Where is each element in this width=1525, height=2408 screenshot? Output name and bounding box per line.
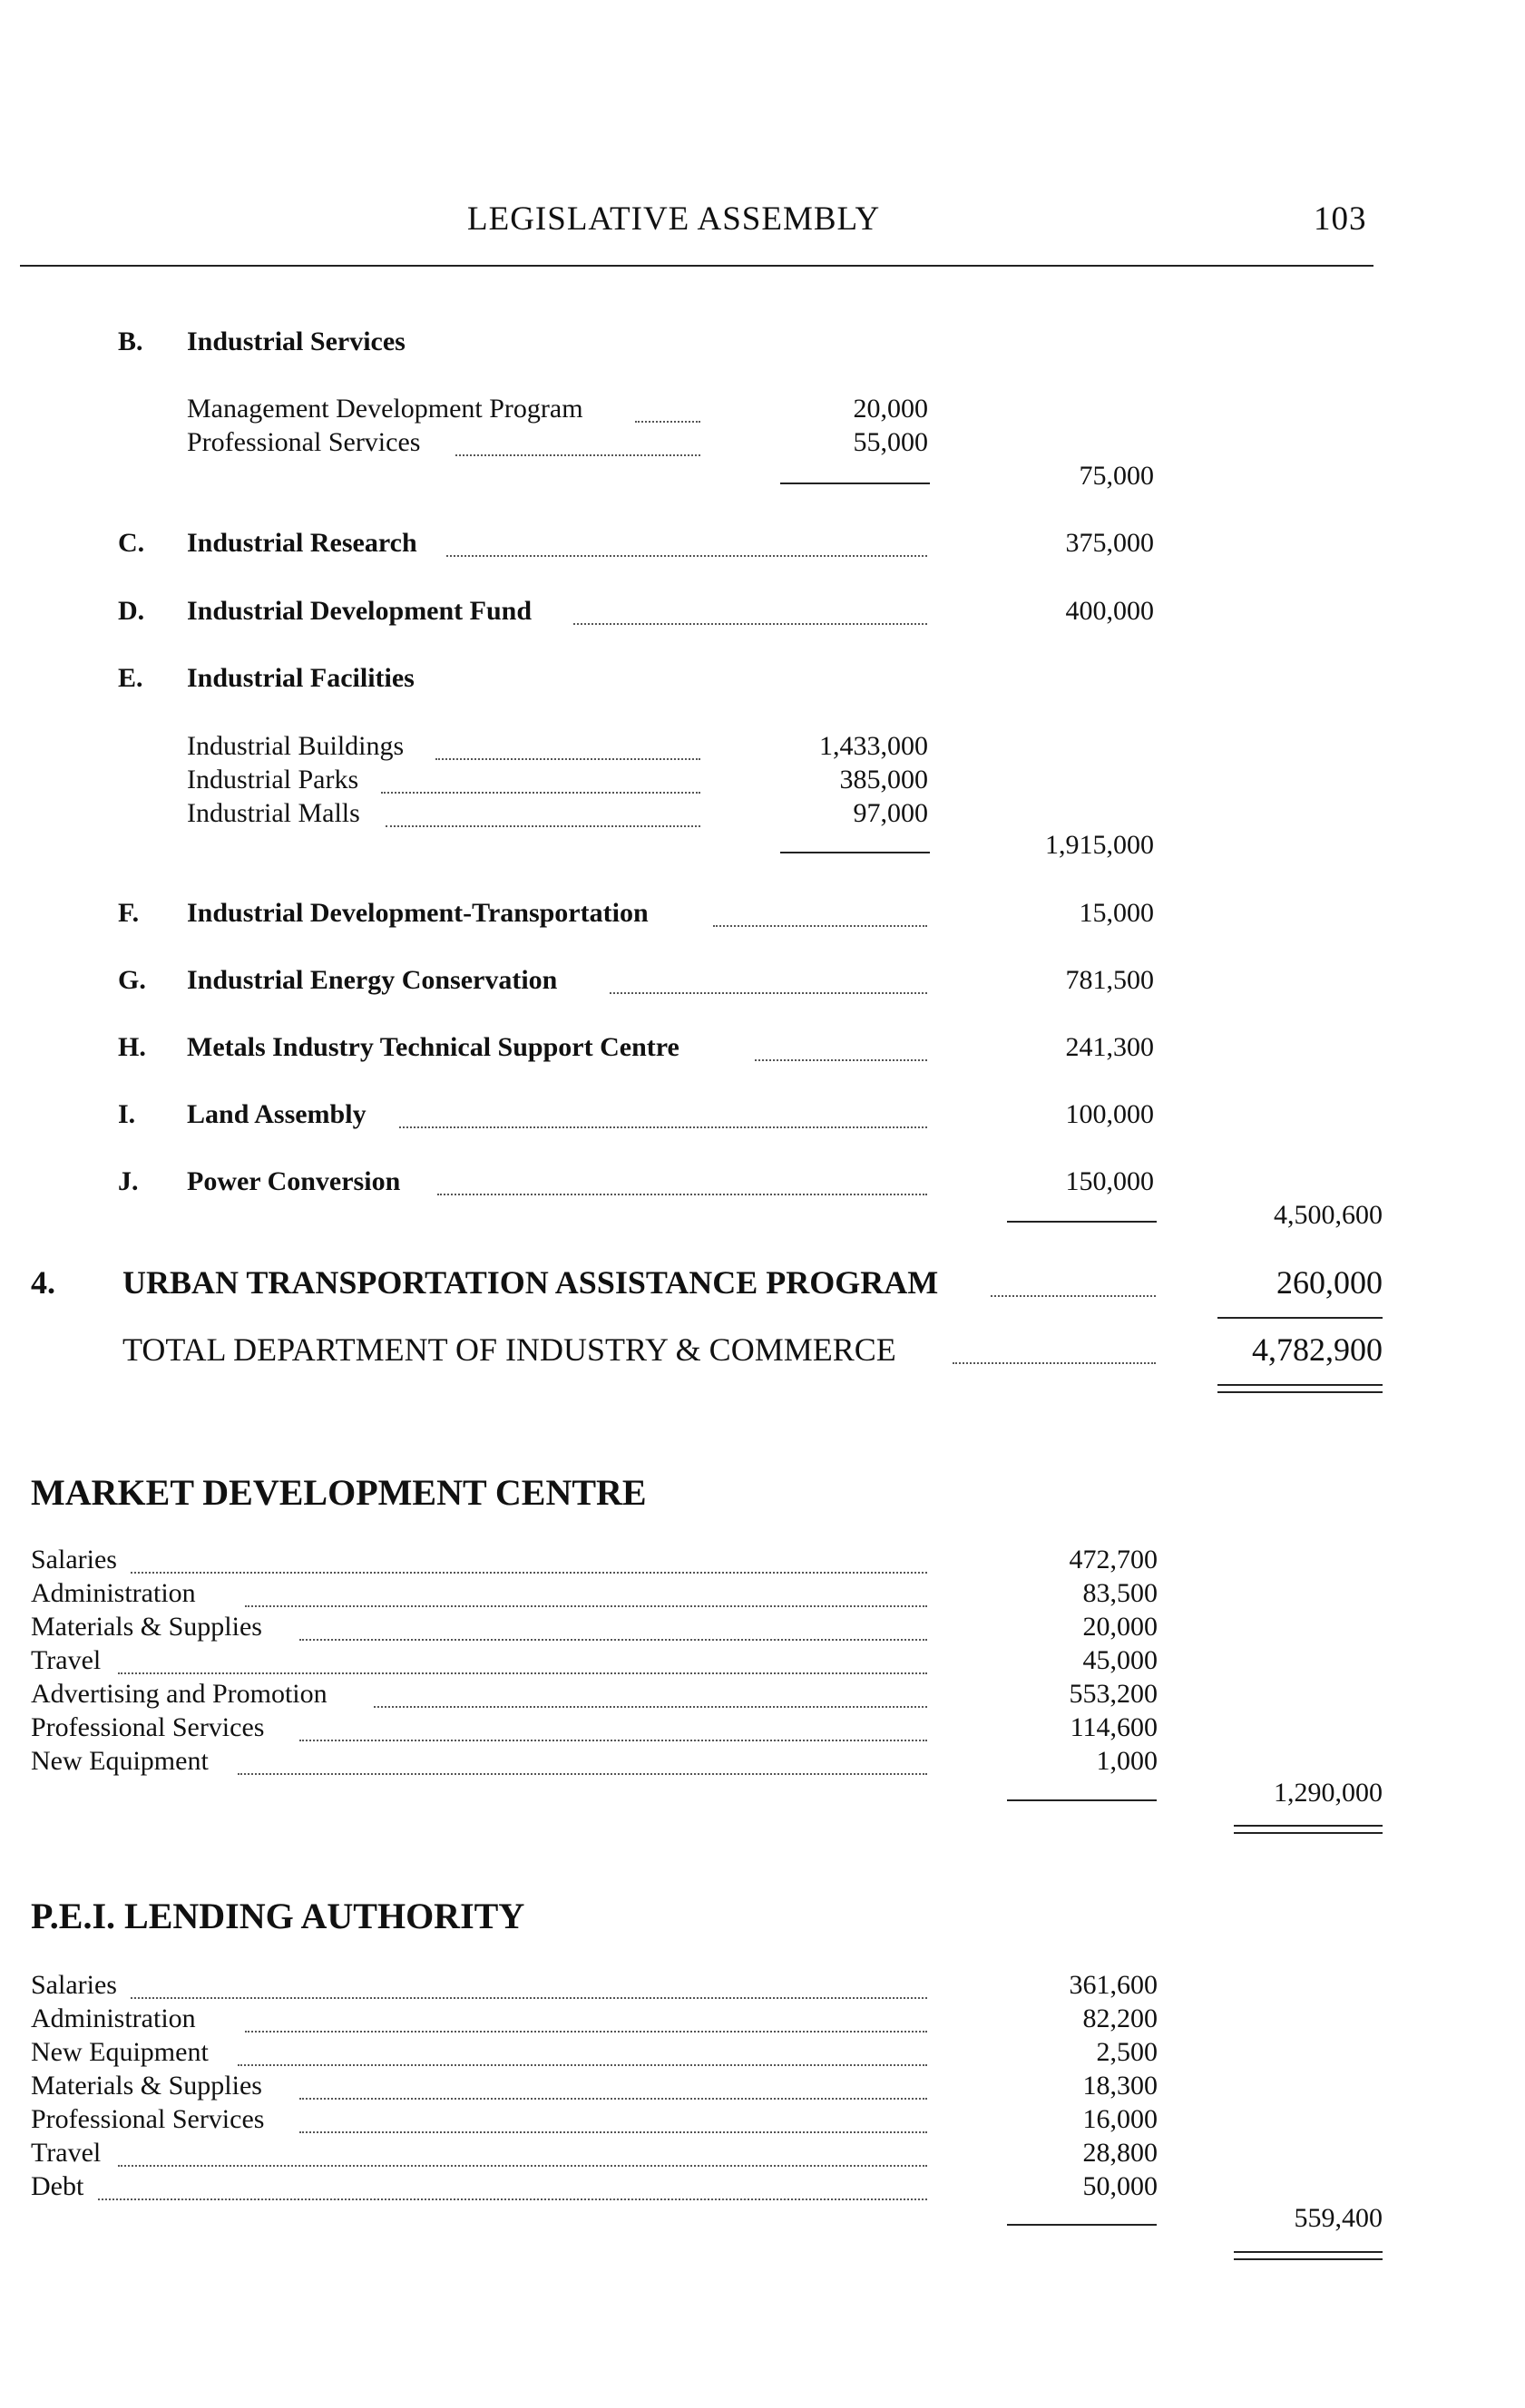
- subtotal-rule: [1217, 1317, 1383, 1319]
- dot-leader: [437, 1194, 927, 1195]
- urban-program-title: URBAN TRANSPORTATION ASSISTANCE PROGRAM: [122, 1264, 939, 1301]
- dot-leader: [435, 758, 700, 760]
- dot-leader: [573, 623, 927, 625]
- subtotal-rule: [780, 852, 930, 853]
- dot-leader: [381, 792, 700, 794]
- market-heading: MARKET DEVELOPMENT CENTRE: [31, 1472, 647, 1513]
- line-item-label: Advertising and Promotion: [31, 1679, 327, 1709]
- dot-leader: [399, 1126, 927, 1128]
- section-i-title: Land Assembly: [187, 1099, 367, 1129]
- line-item-amount: 28,800: [1082, 2138, 1158, 2168]
- line-item-label: Industrial Parks: [187, 765, 359, 795]
- line-item-label: Administration: [31, 2003, 196, 2033]
- line-item-amount: 97,000: [853, 798, 928, 828]
- dot-leader: [131, 1997, 927, 1999]
- section-j-title: Power Conversion: [187, 1166, 401, 1196]
- section-e-subtotal: 1,915,000: [1045, 830, 1154, 860]
- section-g-amount: 781,500: [1065, 965, 1154, 995]
- section-i-amount: 100,000: [1065, 1099, 1154, 1129]
- dot-leader: [386, 825, 700, 827]
- dot-leader: [299, 1639, 927, 1641]
- section-h-letter: H.: [118, 1032, 146, 1062]
- section-h-title: Metals Industry Technical Support Centre: [187, 1032, 679, 1062]
- section-c-title: Industrial Research: [187, 528, 417, 558]
- section-j-letter: J.: [118, 1166, 139, 1196]
- line-item-amount: 18,300: [1082, 2071, 1158, 2101]
- subtotal-rule: [780, 483, 930, 484]
- line-item-amount: 385,000: [839, 765, 928, 795]
- section-b-letter: B.: [118, 327, 143, 356]
- line-item-amount: 114,600: [1070, 1712, 1158, 1742]
- dot-leader: [245, 1605, 927, 1607]
- line-item-amount: 83,500: [1082, 1578, 1158, 1608]
- line-item-amount: 20,000: [1082, 1612, 1158, 1642]
- dot-leader: [953, 1362, 1156, 1364]
- dot-leader: [238, 2064, 927, 2066]
- line-item-label: Materials & Supplies: [31, 2071, 262, 2101]
- subtotal-rule: [1007, 2224, 1157, 2226]
- line-item-label: New Equipment: [31, 1746, 209, 1776]
- double-rule-top: [1217, 1384, 1383, 1386]
- line-item-amount: 1,433,000: [819, 731, 928, 761]
- market-total: 1,290,000: [1274, 1778, 1383, 1808]
- line-item-label: Salaries: [31, 1970, 117, 2000]
- dot-leader: [131, 1572, 927, 1574]
- dot-leader: [610, 992, 927, 994]
- dot-leader: [299, 2098, 927, 2100]
- double-rule-top: [1234, 1825, 1383, 1827]
- section-f-letter: F.: [118, 898, 140, 928]
- urban-program-amount: 260,000: [1276, 1264, 1383, 1301]
- line-item-amount: 472,700: [1069, 1545, 1158, 1574]
- section-d-letter: D.: [118, 596, 145, 626]
- line-item-amount: 1,000: [1096, 1746, 1158, 1776]
- lending-heading: P.E.I. LENDING AUTHORITY: [31, 1896, 525, 1936]
- dot-leader: [238, 1773, 927, 1775]
- section-b-title: Industrial Services: [187, 327, 406, 356]
- line-item-amount: 45,000: [1082, 1645, 1158, 1675]
- line-item-amount: 20,000: [853, 394, 928, 424]
- program-total: 4,500,600: [1274, 1200, 1383, 1230]
- dot-leader: [299, 1740, 927, 1741]
- double-rule-top: [1234, 2251, 1383, 2253]
- header-rule: [20, 265, 1373, 267]
- line-item-amount: 50,000: [1082, 2171, 1158, 2201]
- dot-leader: [635, 421, 700, 423]
- double-rule-bottom: [1234, 2258, 1383, 2260]
- dot-leader: [455, 454, 700, 456]
- line-item-label: New Equipment: [31, 2037, 209, 2067]
- line-item-label: Industrial Malls: [187, 798, 360, 828]
- line-item-amount: 16,000: [1082, 2104, 1158, 2134]
- dot-leader: [374, 1706, 927, 1708]
- line-item-label: Professional Services: [31, 1712, 265, 1742]
- page-number: 103: [1314, 200, 1367, 238]
- line-item-label: Professional Services: [187, 427, 421, 457]
- line-item-label: Materials & Supplies: [31, 1612, 262, 1642]
- line-item-amount: 361,600: [1069, 1970, 1158, 2000]
- section-b-subtotal: 75,000: [1079, 461, 1154, 491]
- dot-leader: [991, 1295, 1156, 1297]
- dot-leader: [118, 2165, 927, 2167]
- line-item-label: Administration: [31, 1578, 196, 1608]
- section-e-letter: E.: [118, 663, 143, 693]
- line-item-amount: 2,500: [1096, 2037, 1158, 2067]
- line-item-label: Salaries: [31, 1545, 117, 1574]
- double-rule-bottom: [1234, 1832, 1383, 1834]
- section-c-letter: C.: [118, 528, 145, 558]
- page-header-title: LEGISLATIVE ASSEMBLY: [467, 200, 881, 238]
- line-item-amount: 553,200: [1069, 1679, 1158, 1709]
- section-i-letter: I.: [118, 1099, 136, 1129]
- dot-leader: [245, 2031, 927, 2033]
- section-j-amount: 150,000: [1065, 1166, 1154, 1196]
- line-item-label: Travel: [31, 1645, 102, 1675]
- line-item-label: Professional Services: [31, 2104, 265, 2134]
- section-e-title: Industrial Facilities: [187, 663, 415, 693]
- section-g-title: Industrial Energy Conservation: [187, 965, 558, 995]
- section-f-title: Industrial Development-Transportation: [187, 898, 649, 928]
- line-item-label: Travel: [31, 2138, 102, 2168]
- section-d-amount: 400,000: [1065, 596, 1154, 626]
- section-f-amount: 15,000: [1079, 898, 1154, 928]
- line-item-label: Industrial Buildings: [187, 731, 405, 761]
- dot-leader: [755, 1059, 927, 1061]
- double-rule-bottom: [1217, 1391, 1383, 1393]
- dot-leader: [118, 1672, 927, 1674]
- lending-total: 559,400: [1294, 2203, 1383, 2233]
- subtotal-rule: [1007, 1799, 1157, 1801]
- urban-program-number: 4.: [31, 1264, 55, 1301]
- dot-leader: [98, 2198, 927, 2200]
- line-item-label: Debt: [31, 2171, 84, 2201]
- section-g-letter: G.: [118, 965, 146, 995]
- dot-leader: [446, 555, 927, 557]
- line-item-amount: 55,000: [853, 427, 928, 457]
- department-total-label: TOTAL DEPARTMENT OF INDUSTRY & COMMERCE: [122, 1331, 896, 1368]
- dot-leader: [713, 925, 927, 927]
- line-item-label: Management Development Program: [187, 394, 583, 424]
- department-total-amount: 4,782,900: [1252, 1331, 1383, 1368]
- dot-leader: [299, 2131, 927, 2133]
- section-c-amount: 375,000: [1065, 528, 1154, 558]
- section-h-amount: 241,300: [1065, 1032, 1154, 1062]
- section-d-title: Industrial Development Fund: [187, 596, 533, 626]
- subtotal-rule: [1007, 1221, 1157, 1223]
- line-item-amount: 82,200: [1082, 2003, 1158, 2033]
